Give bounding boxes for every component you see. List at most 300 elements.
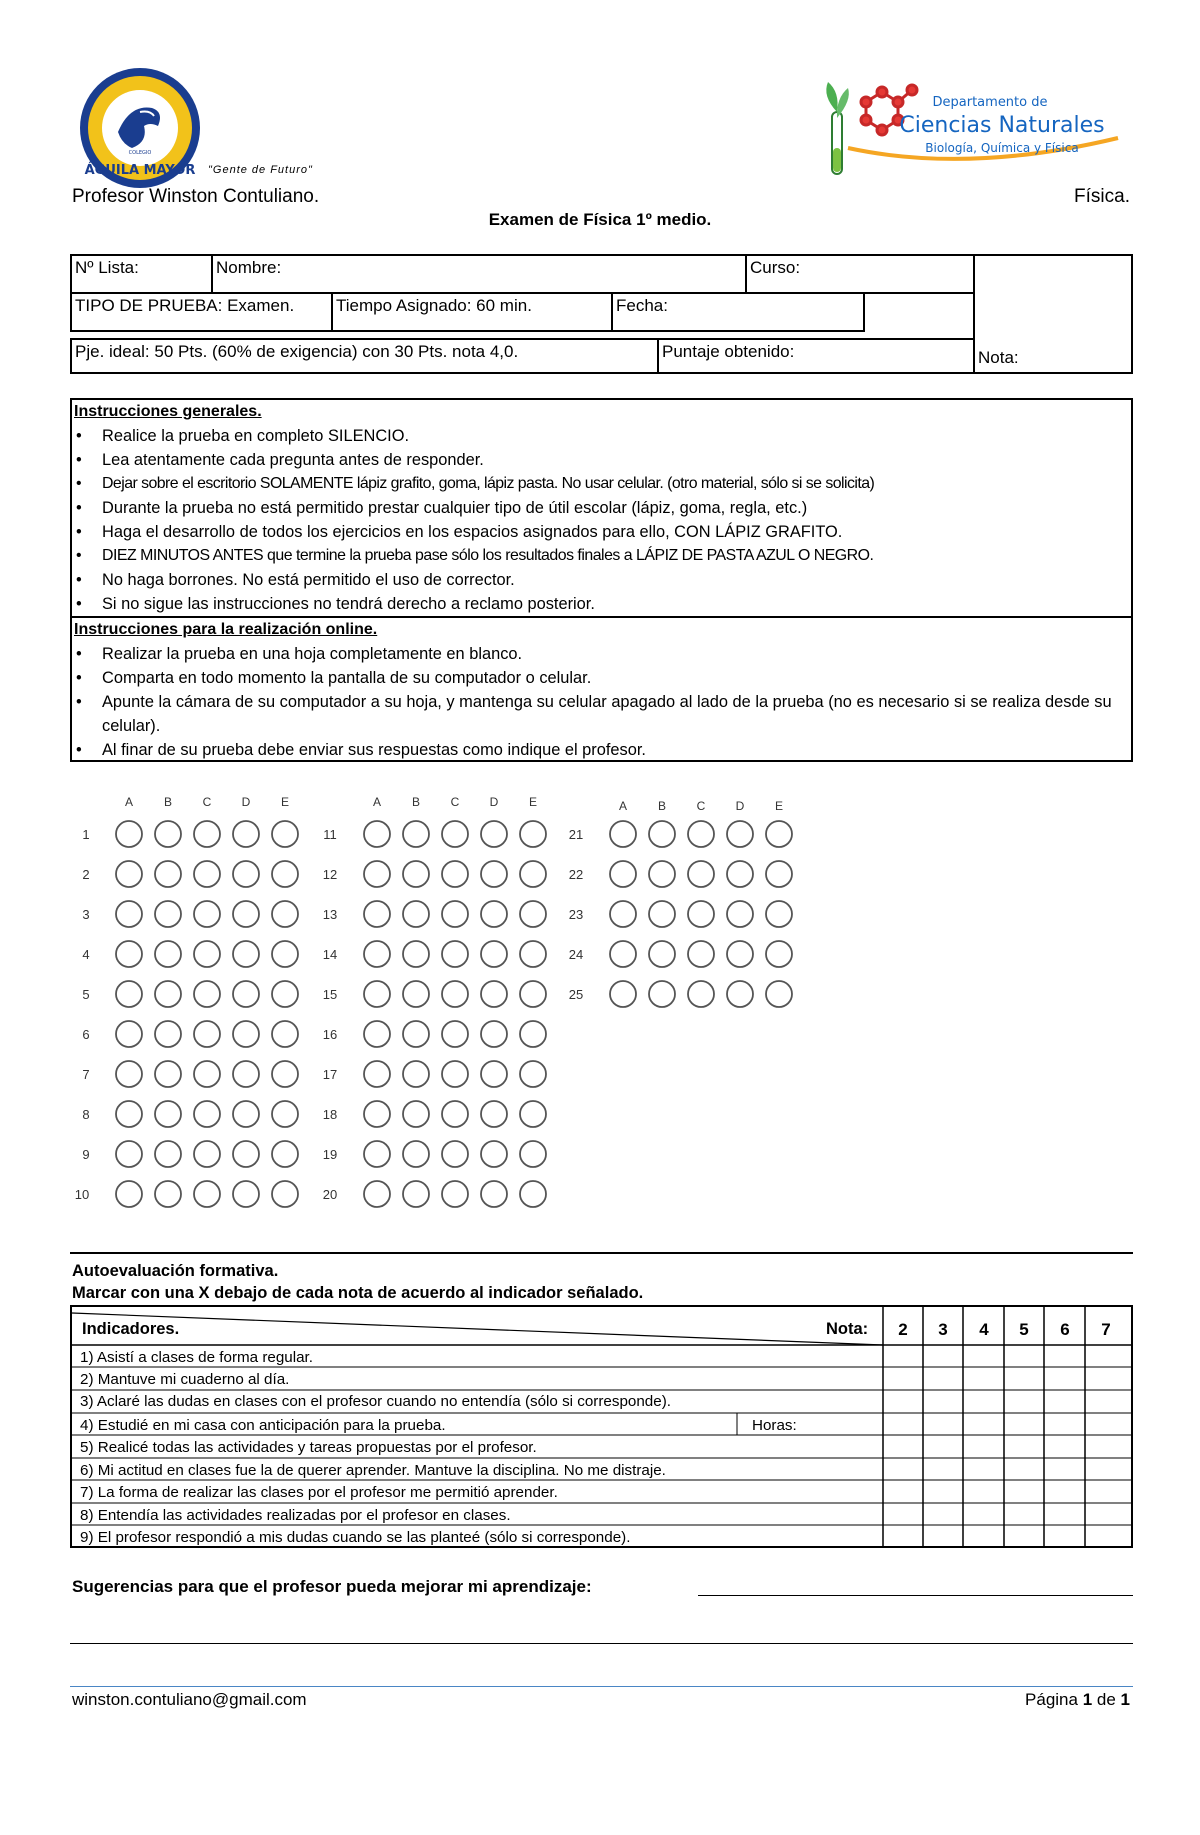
answer-bubble-21-E[interactable] (766, 821, 792, 847)
answer-bubble-12-A[interactable] (364, 861, 390, 887)
answer-bubble-11-E[interactable] (520, 821, 546, 847)
option-letter: C (202, 795, 212, 809)
answer-bubble-7-A[interactable] (116, 1061, 142, 1087)
answer-bubble-16-C[interactable] (442, 1021, 468, 1047)
option-letter: A (618, 799, 628, 813)
answer-sheet (60, 788, 820, 1218)
answer-bubble-14-B[interactable] (403, 941, 429, 967)
answer-bubble-19-B[interactable] (403, 1141, 429, 1167)
grade-cell[interactable] (964, 1414, 1003, 1434)
time-cell (331, 292, 613, 332)
self-assessment-title: Autoevaluación formativa. (72, 1262, 279, 1280)
answer-bubble-6-D[interactable] (233, 1021, 259, 1047)
option-letter: E (774, 799, 784, 813)
grade-cell[interactable] (1045, 1504, 1084, 1524)
name-label: Nombre: (216, 258, 282, 277)
answer-bubble-2-E[interactable] (272, 861, 298, 887)
answer-bubble-22-C[interactable] (688, 861, 714, 887)
obtained-score-field[interactable] (657, 340, 975, 374)
indicator-row: 4) Estudié en mi casa con anticipación para la prueba. (80, 1417, 446, 1434)
answer-bubble-10-A[interactable] (116, 1181, 142, 1207)
answer-bubble-12-C[interactable] (442, 861, 468, 887)
indicator-row: 9) El profesor respondió a mis dudas cuando se las planteé (sólo si corresponde). (80, 1529, 631, 1546)
option-letter: E (528, 795, 538, 809)
answer-bubble-7-E[interactable] (272, 1061, 298, 1087)
question-number: 12 (322, 867, 338, 882)
question-number: 14 (322, 947, 338, 962)
grade-cell[interactable] (964, 1391, 1003, 1412)
list-item: • Realizar la prueba en una hoja completamente en blanco. (74, 642, 1129, 666)
answer-bubble-25-E[interactable] (766, 981, 792, 1007)
question-number: 8 (82, 1107, 90, 1122)
answer-bubble-17-B[interactable] (403, 1061, 429, 1087)
suggestions-line[interactable] (698, 1595, 1133, 1596)
grade-cell[interactable] (1005, 1459, 1043, 1479)
option-letter: A (372, 795, 382, 809)
answer-bubble-18-A[interactable] (364, 1101, 390, 1127)
dept-logo-line1: Departamento de (932, 95, 1048, 110)
instructions-divider (70, 616, 1133, 618)
ideal-score-cell (70, 340, 659, 374)
answer-bubble-11-A[interactable] (364, 821, 390, 847)
answer-bubble-4-C[interactable] (194, 941, 220, 967)
question-number: 4 (82, 947, 90, 962)
test-type-cell (70, 292, 333, 332)
question-number: 1 (82, 827, 90, 842)
question-number: 16 (322, 1027, 338, 1042)
answer-bubble-13-E[interactable] (520, 901, 546, 927)
grade-column-header: 6 (1060, 1320, 1070, 1339)
grade-column-header: 4 (979, 1320, 989, 1339)
answer-bubble-4-E[interactable] (272, 941, 298, 967)
department-logo (818, 78, 1128, 182)
answer-bubble-11-B[interactable] (403, 821, 429, 847)
grade-cell[interactable] (1086, 1414, 1132, 1434)
section-divider (70, 1252, 1133, 1254)
answer-bubble-10-E[interactable] (272, 1181, 298, 1207)
page-mid: de (1092, 1690, 1121, 1709)
answer-bubble-19-C[interactable] (442, 1141, 468, 1167)
grade-column-header: 5 (1019, 1320, 1029, 1339)
answer-bubble-9-D[interactable] (233, 1141, 259, 1167)
suggestions-line[interactable] (70, 1643, 1133, 1644)
answer-bubble-6-A[interactable] (116, 1021, 142, 1047)
answer-bubble-8-A[interactable] (116, 1101, 142, 1127)
answer-bubble-10-D[interactable] (233, 1181, 259, 1207)
grade-cell[interactable] (1086, 1391, 1132, 1412)
list-item: • Apunte la cámara de su computador a su hoja, y mantenga su celular apagado al lado de la prueba (no es necesario si se realiza desde su celular). (74, 690, 1129, 738)
obtained-score-label: Puntaje obtenido: (662, 342, 795, 361)
indicator-row: 7) La forma de realizar las clases por el profesor me permitió aprender. (80, 1484, 558, 1501)
grade-cell[interactable] (924, 1414, 962, 1434)
answer-bubble-20-D[interactable] (481, 1181, 507, 1207)
answer-bubble-3-A[interactable] (116, 901, 142, 927)
question-number: 11 (323, 827, 337, 842)
question-number: 13 (322, 907, 338, 922)
option-letter: B (411, 795, 421, 809)
answer-bubble-16-E[interactable] (520, 1021, 546, 1047)
grade-cell[interactable] (924, 1459, 962, 1479)
hours-label: Horas: (752, 1417, 797, 1434)
page-total: 1 (1120, 1690, 1130, 1709)
info-divider (70, 338, 975, 340)
ideal-score-label: Pje. ideal: 50 Pts. (60% de exigencia) con 30 Pts. nota 4,0. (75, 342, 519, 361)
answer-bubble-17-D[interactable] (481, 1061, 507, 1087)
grade-cell[interactable] (884, 1414, 922, 1434)
option-letter: C (696, 799, 706, 813)
answer-bubble-20-C[interactable] (442, 1181, 468, 1207)
answer-bubble-22-D[interactable] (727, 861, 753, 887)
list-item: • Comparta en todo momento la pantalla de su computador o celular. (74, 666, 1129, 690)
footer-email: winston.contuliano@gmail.com (72, 1690, 307, 1709)
option-letter: D (489, 795, 499, 809)
answer-bubble-4-D[interactable] (233, 941, 259, 967)
answer-bubble-25-C[interactable] (688, 981, 714, 1007)
question-number: 25 (568, 987, 584, 1002)
course-label: Curso: (750, 258, 801, 277)
grade-cell[interactable] (1086, 1436, 1132, 1457)
answer-bubble-17-C[interactable] (442, 1061, 468, 1087)
answer-bubble-5-E[interactable] (272, 981, 298, 1007)
answer-bubble-15-B[interactable] (403, 981, 429, 1007)
grade-cell[interactable] (924, 1436, 962, 1457)
grade-cell[interactable] (884, 1391, 922, 1412)
answer-bubble-17-E[interactable] (520, 1061, 546, 1087)
answer-bubble-25-D[interactable] (727, 981, 753, 1007)
answer-bubble-1-C[interactable] (194, 821, 220, 847)
grade-cell[interactable] (1045, 1459, 1084, 1479)
list-number-field[interactable] (70, 254, 213, 294)
answer-bubble-17-A[interactable] (364, 1061, 390, 1087)
answer-bubble-20-A[interactable] (364, 1181, 390, 1207)
list-item: • No haga borrones. No está permitido el uso de corrector. (74, 568, 1129, 592)
answer-bubble-23-A[interactable] (610, 901, 636, 927)
answer-bubble-9-B[interactable] (155, 1141, 181, 1167)
grade-cell[interactable] (884, 1481, 922, 1502)
answer-bubble-2-A[interactable] (116, 861, 142, 887)
grade-cell[interactable] (964, 1481, 1003, 1502)
grade-cell[interactable] (1086, 1368, 1132, 1389)
answer-bubble-23-E[interactable] (766, 901, 792, 927)
grade-cell[interactable] (1045, 1481, 1084, 1502)
answer-bubble-2-C[interactable] (194, 861, 220, 887)
answer-bubble-6-B[interactable] (155, 1021, 181, 1047)
grade-cell[interactable] (1045, 1526, 1084, 1547)
question-number: 24 (568, 947, 584, 962)
grade-cell[interactable] (924, 1391, 962, 1412)
grade-cell[interactable] (1005, 1414, 1043, 1434)
list-number-label: Nº Lista: (75, 258, 139, 277)
answer-bubble-4-B[interactable] (155, 941, 181, 967)
grade-cell[interactable] (964, 1504, 1003, 1524)
answer-bubble-5-D[interactable] (233, 981, 259, 1007)
answer-bubble-1-D[interactable] (233, 821, 259, 847)
answer-bubble-6-C[interactable] (194, 1021, 220, 1047)
answer-bubble-8-B[interactable] (155, 1101, 181, 1127)
answer-bubble-16-D[interactable] (481, 1021, 507, 1047)
option-letter: B (163, 795, 173, 809)
answer-bubble-10-B[interactable] (155, 1181, 181, 1207)
answer-bubble-18-D[interactable] (481, 1101, 507, 1127)
option-letter: C (450, 795, 460, 809)
indicator-row: 3) Aclaré las dudas en clases con el profesor cuando no entendía (sólo si corresponde). (80, 1393, 671, 1410)
self-assessment-subtitle: Marcar con una X debajo de cada nota de acuerdo al indicador señalado. (72, 1284, 644, 1302)
list-item: • Al finar de su prueba debe enviar sus respuestas como indique el profesor. (74, 738, 1129, 762)
answer-bubble-14-C[interactable] (442, 941, 468, 967)
grade-cell[interactable] (924, 1481, 962, 1502)
answer-bubble-22-E[interactable] (766, 861, 792, 887)
answer-bubble-3-C[interactable] (194, 901, 220, 927)
dept-logo-line2: Ciencias Naturales (899, 113, 1105, 138)
question-number: 23 (568, 907, 584, 922)
grade-cell[interactable] (1005, 1436, 1043, 1457)
grade-cell[interactable] (1005, 1391, 1043, 1412)
answer-bubble-2-D[interactable] (233, 861, 259, 887)
indicator-row: 1) Asistí a clases de forma regular. (80, 1349, 313, 1366)
grade-cell[interactable] (1086, 1346, 1132, 1366)
answer-bubble-3-D[interactable] (233, 901, 259, 927)
question-number: 6 (82, 1027, 90, 1042)
page-current: 1 (1082, 1690, 1093, 1709)
list-item: • Realice la prueba en completo SILENCIO. (74, 424, 1129, 448)
grade-cell[interactable] (1005, 1504, 1043, 1524)
answer-bubble-22-A[interactable] (610, 861, 636, 887)
grade-cell[interactable] (964, 1459, 1003, 1479)
school-logo-text: ÁGUILA MAYOR (84, 163, 196, 178)
date-label: Fecha: (616, 296, 668, 315)
answer-bubble-6-E[interactable] (272, 1021, 298, 1047)
answer-bubble-15-A[interactable] (364, 981, 390, 1007)
answer-bubble-24-A[interactable] (610, 941, 636, 967)
list-item: • DIEZ MINUTOS ANTES que termine la prueba pase sólo los resultados finales a LÁPIZ DE PASTA AZUL O NEGRO. (74, 544, 1129, 568)
answer-bubble-14-E[interactable] (520, 941, 546, 967)
school-logo-small: COLEGIO (128, 150, 152, 156)
answer-bubble-3-E[interactable] (272, 901, 298, 927)
option-letter: D (241, 795, 251, 809)
grade-cell[interactable] (884, 1346, 922, 1366)
grade-cell[interactable] (884, 1368, 922, 1389)
question-number: 20 (322, 1187, 338, 1202)
answer-bubble-15-D[interactable] (481, 981, 507, 1007)
exam-title: Examen de Física 1º medio. (488, 210, 712, 229)
professor-name: Profesor Winston Contuliano. (72, 186, 320, 207)
general-instructions (74, 400, 1129, 616)
question-number: 2 (82, 867, 90, 882)
answer-bubble-7-C[interactable] (194, 1061, 220, 1087)
answer-bubble-24-C[interactable] (688, 941, 714, 967)
grade-cell[interactable] (924, 1368, 962, 1389)
question-number: 17 (322, 1067, 338, 1082)
answer-bubble-4-A[interactable] (116, 941, 142, 967)
motto: "Gente de Futuro" (208, 164, 313, 176)
list-item: • Durante la prueba no está permitido prestar cualquier tipo de útil escolar (lápiz, goma, regla, etc.) (74, 496, 1129, 520)
question-number: 9 (82, 1147, 90, 1162)
grade-cell[interactable] (924, 1346, 962, 1366)
name-field[interactable] (211, 254, 747, 294)
answer-bubble-1-B[interactable] (155, 821, 181, 847)
option-letter: B (657, 799, 667, 813)
grade-cell[interactable] (924, 1526, 962, 1547)
option-letter: A (124, 795, 134, 809)
answer-bubble-12-B[interactable] (403, 861, 429, 887)
grade-cell[interactable] (884, 1459, 922, 1479)
list-item: • Haga el desarrollo de todos los ejercicios en los espacios asignados para ello, CON LÁPIZ GRAFITO. (74, 520, 1129, 544)
time-label: Tiempo Asignado: 60 min. (336, 296, 532, 315)
grade-cell[interactable] (1045, 1436, 1084, 1457)
question-number: 5 (82, 987, 90, 1002)
grade-cell[interactable] (1086, 1526, 1132, 1547)
answer-bubble-7-B[interactable] (155, 1061, 181, 1087)
question-number: 18 (322, 1107, 338, 1122)
instructions-box (70, 398, 1133, 762)
answer-bubble-20-E[interactable] (520, 1181, 546, 1207)
grade-column-header: 2 (898, 1320, 908, 1339)
question-number: 10 (74, 1187, 90, 1202)
indicators-header: Indicadores. (82, 1320, 180, 1338)
answer-bubble-1-A[interactable] (116, 821, 142, 847)
answer-bubble-22-B[interactable] (649, 861, 675, 887)
grade-cell[interactable] (1045, 1414, 1084, 1434)
answer-bubble-12-E[interactable] (520, 861, 546, 887)
answer-bubble-23-C[interactable] (688, 901, 714, 927)
question-number: 3 (82, 907, 90, 922)
online-instructions-title: Instrucciones para la realización online. (74, 621, 378, 638)
date-field[interactable] (611, 292, 865, 332)
grade-cell[interactable] (1086, 1459, 1132, 1479)
school-logo (78, 66, 202, 190)
answer-bubble-13-B[interactable] (403, 901, 429, 927)
answer-bubble-24-B[interactable] (649, 941, 675, 967)
answer-bubble-24-E[interactable] (766, 941, 792, 967)
option-letter: D (735, 799, 745, 813)
answer-bubble-11-C[interactable] (442, 821, 468, 847)
grade-cell[interactable] (1045, 1346, 1084, 1366)
answer-bubble-19-A[interactable] (364, 1141, 390, 1167)
indicator-row: 8) Entendía las actividades realizadas por el profesor en clases. (80, 1507, 511, 1524)
answer-bubble-14-A[interactable] (364, 941, 390, 967)
answer-bubble-11-D[interactable] (481, 821, 507, 847)
question-number: 22 (568, 867, 584, 882)
answer-bubble-23-B[interactable] (649, 901, 675, 927)
answer-bubble-20-B[interactable] (403, 1181, 429, 1207)
answer-bubble-5-C[interactable] (194, 981, 220, 1007)
question-number: 19 (322, 1147, 338, 1162)
grade-cell[interactable] (964, 1368, 1003, 1389)
footer-divider (70, 1686, 1133, 1687)
grade-cell[interactable] (1005, 1368, 1043, 1389)
answer-bubble-16-A[interactable] (364, 1021, 390, 1047)
grade-cell[interactable] (964, 1346, 1003, 1366)
answer-bubble-16-B[interactable] (403, 1021, 429, 1047)
answer-bubble-9-E[interactable] (272, 1141, 298, 1167)
grade-cell[interactable] (1005, 1346, 1043, 1366)
suggestions-label: Sugerencias para que el profesor pueda mejorar mi aprendizaje: (72, 1577, 592, 1596)
answer-bubble-13-C[interactable] (442, 901, 468, 927)
grade-cell[interactable] (924, 1504, 962, 1524)
grade-cell[interactable] (884, 1526, 922, 1547)
grade-cell[interactable] (1045, 1368, 1084, 1389)
answer-bubble-7-D[interactable] (233, 1061, 259, 1087)
answer-bubble-12-D[interactable] (481, 861, 507, 887)
header-diagonal (72, 1313, 883, 1345)
list-item: • Lea atentamente cada pregunta antes de responder. (74, 448, 1129, 472)
dept-logo-line3: Biología, Química y Física (925, 141, 1079, 155)
answer-bubble-19-E[interactable] (520, 1141, 546, 1167)
grade-label: Nota: (978, 348, 1019, 367)
answer-bubble-21-D[interactable] (727, 821, 753, 847)
answer-bubble-15-C[interactable] (442, 981, 468, 1007)
answer-bubble-18-B[interactable] (403, 1101, 429, 1127)
test-type-label: TIPO DE PRUEBA: Examen. (75, 296, 295, 315)
list-item: • Dejar sobre el escritorio SOLAMENTE lápiz grafito, goma, lápiz pasta. No usar celular. (otro material, sólo si se solicita) (74, 472, 1129, 496)
question-number: 21 (568, 827, 584, 842)
answer-bubble-21-A[interactable] (610, 821, 636, 847)
grade-column-header: 3 (938, 1320, 948, 1339)
answer-bubble-8-C[interactable] (194, 1101, 220, 1127)
answer-bubble-2-B[interactable] (155, 861, 181, 887)
answer-bubble-19-D[interactable] (481, 1141, 507, 1167)
answer-bubble-18-E[interactable] (520, 1101, 546, 1127)
indicator-row: 5) Realicé todas las actividades y tareas propuestas por el profesor. (80, 1439, 537, 1456)
answer-bubble-21-B[interactable] (649, 821, 675, 847)
question-number: 15 (322, 987, 338, 1002)
grade-cell[interactable] (884, 1436, 922, 1457)
answer-bubble-13-A[interactable] (364, 901, 390, 927)
grade-column-header: 7 (1101, 1320, 1111, 1339)
answer-bubble-8-E[interactable] (272, 1101, 298, 1127)
question-number: 7 (82, 1067, 90, 1082)
answer-bubble-25-B[interactable] (649, 981, 675, 1007)
grade-cell[interactable] (1086, 1481, 1132, 1502)
page-number (1025, 1690, 1130, 1710)
grade-header: Nota: (826, 1320, 869, 1338)
grade-cell[interactable] (964, 1526, 1003, 1547)
page-prefix: Página (1025, 1690, 1083, 1709)
grade-cell[interactable] (964, 1436, 1003, 1457)
indicator-row: 2) Mantuve mi cuaderno al día. (80, 1371, 290, 1388)
answer-bubble-24-D[interactable] (727, 941, 753, 967)
answer-bubble-14-D[interactable] (481, 941, 507, 967)
grade-cell[interactable] (884, 1504, 922, 1524)
answer-bubble-9-A[interactable] (116, 1141, 142, 1167)
answer-bubble-13-D[interactable] (481, 901, 507, 927)
answer-bubble-3-B[interactable] (155, 901, 181, 927)
answer-bubble-25-A[interactable] (610, 981, 636, 1007)
answer-bubble-21-C[interactable] (688, 821, 714, 847)
answer-bubble-5-A[interactable] (116, 981, 142, 1007)
online-instructions (74, 618, 1129, 762)
answer-bubble-10-C[interactable] (194, 1181, 220, 1207)
grade-cell[interactable] (1005, 1481, 1043, 1502)
answer-bubble-15-E[interactable] (520, 981, 546, 1007)
grade-field[interactable] (973, 254, 1133, 374)
grade-cell[interactable] (1045, 1391, 1084, 1412)
plant-icon (826, 82, 849, 174)
subject: Física. (1074, 186, 1130, 207)
answer-bubble-23-D[interactable] (727, 901, 753, 927)
grade-cell[interactable] (1086, 1504, 1132, 1524)
answer-bubble-1-E[interactable] (272, 821, 298, 847)
answer-bubble-5-B[interactable] (155, 981, 181, 1007)
indicator-row: 6) Mi actitud en clases fue la de querer aprender. Mantuve la disciplina. No me distraje. (80, 1462, 666, 1479)
course-field[interactable] (745, 254, 975, 294)
list-item: • Si no sigue las instrucciones no tendrá derecho a reclamo posterior. (74, 592, 1129, 616)
grade-cell[interactable] (1005, 1526, 1043, 1547)
answer-bubble-8-D[interactable] (233, 1101, 259, 1127)
option-letter: E (280, 795, 290, 809)
answer-bubble-18-C[interactable] (442, 1101, 468, 1127)
answer-bubble-9-C[interactable] (194, 1141, 220, 1167)
